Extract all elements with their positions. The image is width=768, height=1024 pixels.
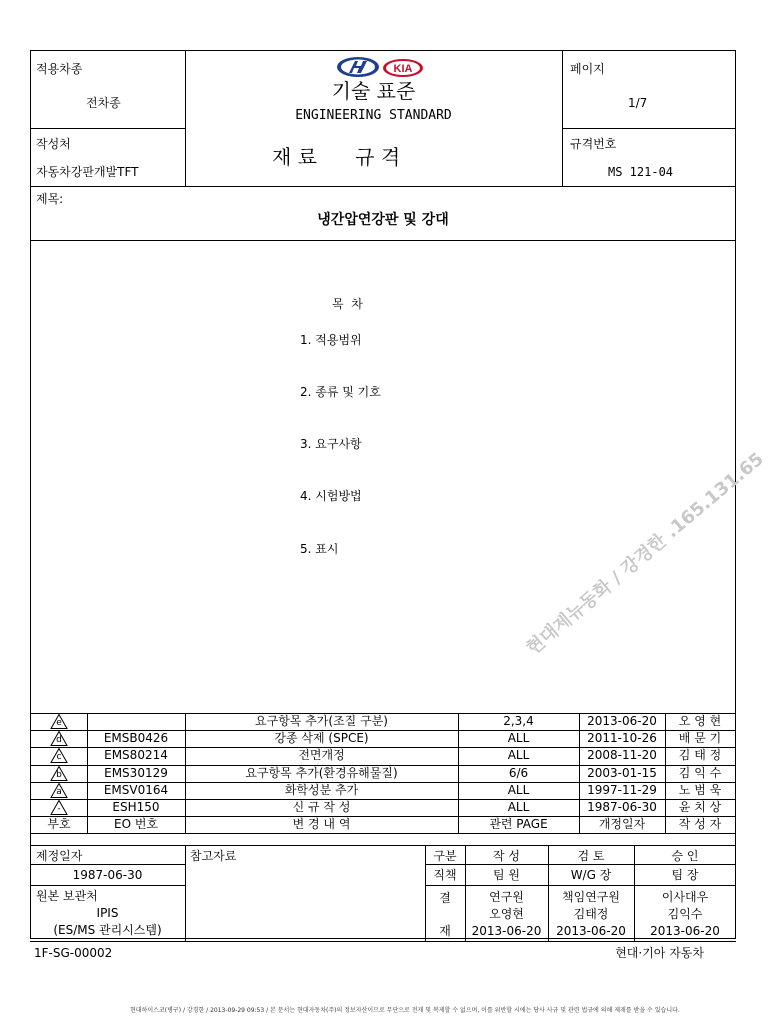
rule xyxy=(30,186,736,187)
toc-item-2: 2. 종류 및 기호 xyxy=(300,385,381,399)
revision-date: 2011-10-26 xyxy=(587,731,657,746)
document-type: 재 료 규 격 xyxy=(272,145,401,169)
rule xyxy=(425,885,736,886)
revision-content: 신 규 작 성 xyxy=(292,800,351,814)
revision-eo: EO 번호 xyxy=(113,817,159,832)
revision-header-row xyxy=(31,816,735,833)
revision-eo: EMSB0426 xyxy=(103,731,169,746)
revision-date: 2003-01-15 xyxy=(587,765,657,780)
revision-date: 1987-06-30 xyxy=(587,800,657,814)
revision-pages: 6/6 xyxy=(508,765,529,780)
rule xyxy=(562,50,563,186)
revision-author: 작 성 자 xyxy=(678,817,722,832)
sign-write-date: 2013-06-20 xyxy=(471,924,542,938)
table-row xyxy=(31,747,735,764)
revision-pages: ALL xyxy=(507,748,530,763)
sign-write-name: 오영현 xyxy=(489,907,524,921)
rule xyxy=(185,845,186,941)
spec-number-label: 규격번호 xyxy=(570,137,617,151)
revision-pages: 관련 PAGE xyxy=(489,817,548,832)
revision-content: 화학성분 추가 xyxy=(284,782,359,797)
revision-pages: ALL xyxy=(507,782,530,797)
hyundai-logo-icon xyxy=(336,56,380,78)
established-value: 1987-06-30 xyxy=(72,868,143,882)
sign-review-name: 김태정 xyxy=(573,907,609,921)
revision-eo: EMSV0164 xyxy=(103,782,169,797)
approval-label-2: 재 xyxy=(439,924,451,938)
sign-write-title: 연구원 xyxy=(489,890,524,904)
applied-vehicle-label: 적용차종 xyxy=(36,62,83,76)
rule xyxy=(30,128,185,129)
revision-author: 김 태 정 xyxy=(678,748,722,763)
revision-eo: ESH150 xyxy=(112,800,160,814)
toc-item-4: 4. 시험방법 xyxy=(300,489,362,503)
distribution-note: 현대하이스코(병구) / 강경한 / 2013-09-29 09:53 / 본 문서는 현대자동차(주)의 정보자산이므로 무단으로 전재 및 복제할 수 없으며, 이를 위반할 시에는 당사 사규 및 관련 법규에 의해 제재를 받을 수 있습니다. xyxy=(130,1007,680,1014)
col-approve: 승 인 xyxy=(671,849,699,863)
rule xyxy=(30,885,185,886)
sign-approve-date: 2013-06-20 xyxy=(650,924,720,938)
revision-date: 2013-06-20 xyxy=(587,714,657,728)
subject-value: 냉간압연강판 및 강대 xyxy=(317,212,449,228)
position-label: 직책 xyxy=(433,868,457,882)
company-name: 현대·기아 자동차 xyxy=(615,946,704,960)
revision-mark: d xyxy=(56,735,62,746)
original-location-sub: (ES/MS 관리시스템) xyxy=(53,923,162,937)
pos-review: W/G 장 xyxy=(570,868,612,882)
revision-mark: a xyxy=(56,786,62,797)
kia-logo-text: KIA xyxy=(393,63,413,75)
original-location-value: IPIS xyxy=(96,906,119,920)
toc-item-5: 5. 표시 xyxy=(300,542,339,556)
revision-date: 1997-11-29 xyxy=(587,782,657,797)
revision-eo: EMS80214 xyxy=(104,748,168,763)
revision-mark: e xyxy=(56,718,62,728)
established-label: 제정일자 xyxy=(36,849,83,863)
rule xyxy=(425,864,736,865)
revision-pages: ALL xyxy=(507,800,530,814)
revision-author: 윤 치 상 xyxy=(678,800,722,814)
rule xyxy=(30,864,185,865)
revision-eo xyxy=(87,713,185,730)
col-write: 작 성 xyxy=(493,849,520,863)
pos-approve: 팀 장 xyxy=(671,868,699,882)
rule xyxy=(30,845,736,846)
revision-author: 노 범 욱 xyxy=(678,782,722,797)
sign-review-date: 2013-06-20 xyxy=(556,924,626,938)
table-row xyxy=(31,730,735,747)
revision-author: 김 익 수 xyxy=(678,765,722,780)
applied-vehicle-value: 전차종 xyxy=(86,96,121,110)
table-row xyxy=(31,713,735,730)
sign-approve-name: 김익수 xyxy=(667,907,703,921)
toc-title: 목 차 xyxy=(332,297,363,311)
revision-mark: b xyxy=(56,769,62,780)
author-value: 자동차강판개발TFT xyxy=(36,165,139,179)
table-row xyxy=(31,799,735,816)
rule xyxy=(30,941,736,942)
author-label: 작성처 xyxy=(36,137,71,151)
revision-date: 2008-11-20 xyxy=(587,748,657,763)
sign-approve-title: 이사대우 xyxy=(661,890,709,904)
toc-item-3: 3. 요구사항 xyxy=(300,437,362,451)
revision-pages: ALL xyxy=(507,731,530,746)
revision-eo: EMS30129 xyxy=(104,765,168,780)
page-value: 1/7 xyxy=(628,96,648,110)
original-location-label: 원본 보관처 xyxy=(36,889,98,903)
revision-mark: - xyxy=(57,804,61,814)
toc-item-1: 1. 적용범위 xyxy=(300,333,362,347)
rule xyxy=(30,833,736,834)
revision-content: 변 경 내 역 xyxy=(292,817,351,832)
revision-content: 전면개정 xyxy=(298,748,345,763)
rule xyxy=(30,240,736,241)
revision-content: 요구항목 추가(환경유해물질) xyxy=(245,765,398,780)
revision-mark: 부호 xyxy=(47,817,71,832)
revision-author: 배 문 기 xyxy=(678,731,722,746)
spec-number-value: MS 121-04 xyxy=(608,165,674,179)
title-korean: 기술 표준 xyxy=(331,79,416,103)
kia-logo-icon xyxy=(382,58,424,78)
table-row xyxy=(31,782,735,799)
watermark: 현대제뉴동화 / 강경한 .165.131.65 xyxy=(522,448,768,660)
rule xyxy=(562,128,736,129)
reference-label: 참고자료 xyxy=(190,849,237,863)
revision-mark: c xyxy=(56,752,62,763)
col-review: 검 토 xyxy=(577,849,605,863)
form-number: 1F-SG-00002 xyxy=(34,946,113,960)
pos-write: 팀 원 xyxy=(493,868,520,882)
subject-label: 제목: xyxy=(36,192,64,206)
revision-date: 개정일자 xyxy=(598,817,646,832)
sign-review-title: 책임연구원 xyxy=(562,890,620,904)
table-row xyxy=(31,765,735,782)
revision-content: 강종 삭제 (SPCE) xyxy=(274,731,369,746)
page-label: 페이지 xyxy=(570,62,605,76)
revision-pages: 2,3,4 xyxy=(503,714,534,728)
division-label: 구분 xyxy=(433,849,457,863)
revision-content: 요구항목 추가(조질 구분) xyxy=(255,714,388,728)
revision-author: 오 영 현 xyxy=(678,714,722,728)
title-english: ENGINEERING STANDARD xyxy=(295,108,452,123)
approval-label-1: 결 xyxy=(439,891,451,905)
